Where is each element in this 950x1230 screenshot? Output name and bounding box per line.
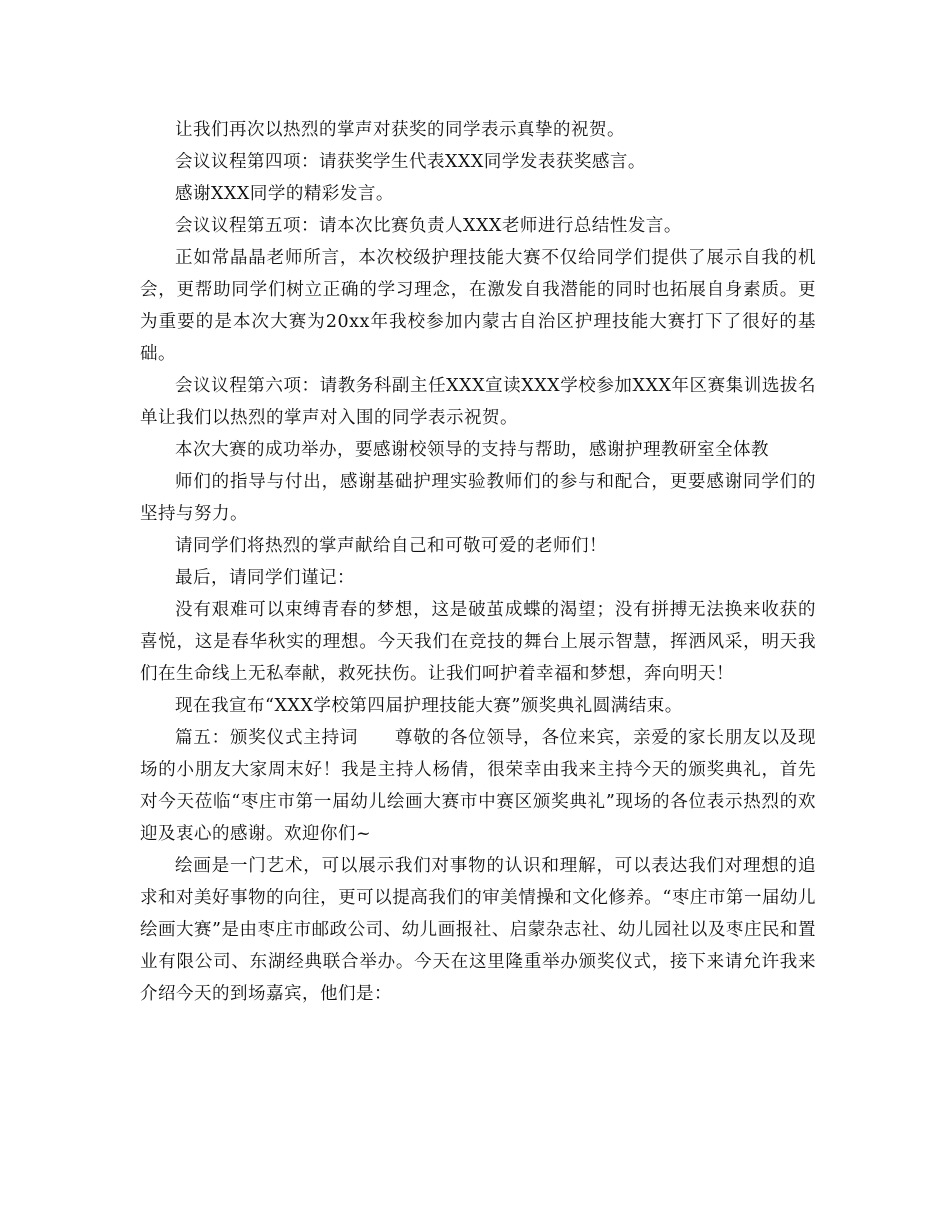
paragraph: 会议议程第六项：请教务科副主任XXX宣读XXX学校参加XXX年区赛集训选拔名单让我们以热烈的掌声对入围的同学表示祝贺。 [140,376,816,428]
paragraph: 篇五：颁奖仪式主持词 尊敬的各位领导，各位来宾，亲爱的家长朋友以及现场的小朋友大家周末好！我是主持人杨倩，很荣幸由我来主持今天的颁奖典礼，首先对今天莅临“枣庄市第一届幼儿绘画大赛市中赛区颁奖典礼”现场的各位表示热烈的欢迎及衷心的感谢。欢迎你们~ [140,728,816,844]
paragraph: 请同学们将热烈的掌声献给自己和可敬可爱的老师们！ [175,536,607,556]
paragraph: 正如常晶晶老师所言，本次校级护理技能大赛不仅给同学们提供了展示自我的机会，更帮助同学们树立正确的学习理念，在激发自我潜能的同时也拓展自身素质。更为重要的是本次大赛为20xx年我校参加内蒙古自治区护理技能大赛打下了很好的基础。 [140,248,816,364]
document-body [140,114,816,1010]
paragraph: 会议议程第四项：请获奖学生代表XXX同学发表获奖感言。 [175,152,646,172]
paragraph: 让我们再次以热烈的掌声对获奖的同学表示真挚的祝贺。 [175,120,625,140]
paragraph: 最后，请同学们谨记： [175,568,355,588]
paragraph: 感谢XXX同学的精彩发言。 [175,184,394,204]
paragraph: 绘画是一门艺术，可以展示我们对事物的认识和理解，可以表达我们对理想的追求和对美好事物的向往，更可以提高我们的审美情操和文化修养。“枣庄市第一届幼儿绘画大赛”是由枣庄市邮政公司、幼儿画报社、启蒙杂志社、幼儿园社以及枣庄民和置业有限公司、东湖经典联合举办。今天在这里隆重举办颁奖仪式，接下来请允许我来介绍今天的到场嘉宾，他们是： [140,856,816,1004]
paragraph: 没有艰难可以束缚青春的梦想，这是破茧成蝶的渴望；没有拼搏无法换来收获的喜悦，这是春华秋实的理想。今天我们在竞技的舞台上展示智慧，挥洒风采，明天我们在生命线上无私奉献，救死扶伤。让我们呵护着幸福和梦想，奔向明天！ [140,600,816,684]
paragraph: 师们的指导与付出，感谢基础护理实验教师们的参与和配合，更要感谢同学们的坚持与努力。 [140,472,816,524]
paragraph: 现在我宣布“XXX学校第四届护理技能大赛”颁奖典礼圆满结束。 [175,696,683,716]
paragraph: 本次大赛的成功举办，要感谢校领导的支持与帮助，感谢护理教研室全体教 [175,440,769,460]
paragraph: 会议议程第五项：请本次比赛负责人XXX老师进行总结性发言。 [175,216,682,236]
